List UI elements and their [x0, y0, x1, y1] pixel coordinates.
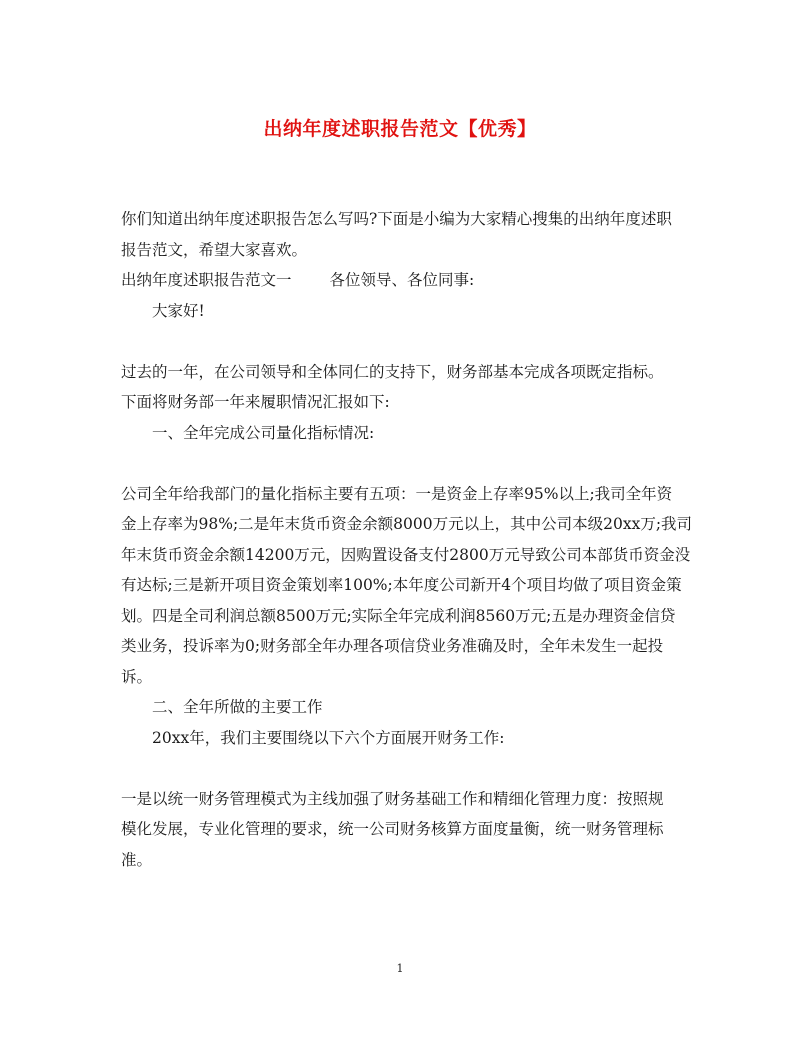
- sample-heading-line: [121, 265, 681, 296]
- document-body: [121, 204, 693, 875]
- salutation: 各位领导、各位同事:: [329, 271, 475, 289]
- paragraph-2-line-1: 公司全年给我部门的量化指标主要有五项：一是资金上存率95%以上;我司全年资: [121, 484, 673, 503]
- greeting: 大家好!: [152, 301, 205, 320]
- paragraph-4-line-2: 模化发展，专业化管理的要求，统一公司财务核算方面度量衡，统一财务管理标: [121, 820, 664, 838]
- document-title: 出纳年度述职报告范文【优秀】: [263, 118, 537, 140]
- page-number: 1: [396, 962, 404, 975]
- sample-heading: 出纳年度述职报告范文一: [121, 271, 292, 289]
- section-heading-2: 二、全年所做的主要工作: [152, 698, 323, 716]
- paragraph-2-line-6: 类业务，投诉率为0;财务部全年办理各项信贷业务准确及时，全年未发生一起投: [121, 637, 664, 655]
- paragraph-2-line-2: 金上存率为98%;二是年末货币资金余额8000万元以上，其中公司本级20xx万;我司: [121, 515, 693, 533]
- paragraph-2-line-7: 诉。: [121, 667, 153, 686]
- paragraph-2-line-5: 划。四是全司利润总额8500万元;实际全年完成利润8560万元;五是办理资金信贷: [121, 606, 676, 625]
- paragraph-3: 20xx年，我们主要围绕以下六个方面展开财务工作:: [152, 728, 505, 747]
- paragraph-4-line-1: 一是以统一财务管理模式为主线加强了财务基础工作和精细化管理力度：按照规: [121, 789, 664, 808]
- intro-line-2: 报告范文，希望大家喜欢。: [121, 240, 308, 259]
- paragraph-2-line-4: 有达标;三是新开项目资金策划率100%;本年度公司新开4个项目均做了项目资金策: [121, 576, 682, 594]
- paragraph-4-line-3: 准。: [121, 850, 153, 869]
- paragraph-1-line-2: 下面将财务部一年来履职情况汇报如下:: [121, 393, 390, 411]
- intro-line-1: 你们知道出纳年度述职报告怎么写吗?下面是小编为大家精心搜集的出纳年度述职: [121, 210, 672, 228]
- section-heading-1: 一、全年完成公司量化指标情况:: [152, 423, 375, 442]
- paragraph-1-line-1: 过去的一年，在公司领导和全体同仁的支持下，财务部基本完成各项既定指标。: [121, 362, 664, 381]
- paragraph-2-line-3: 年末货币资金余额14200万元，因购置设备支付2800万元导致公司本部货币资金没: [121, 545, 691, 564]
